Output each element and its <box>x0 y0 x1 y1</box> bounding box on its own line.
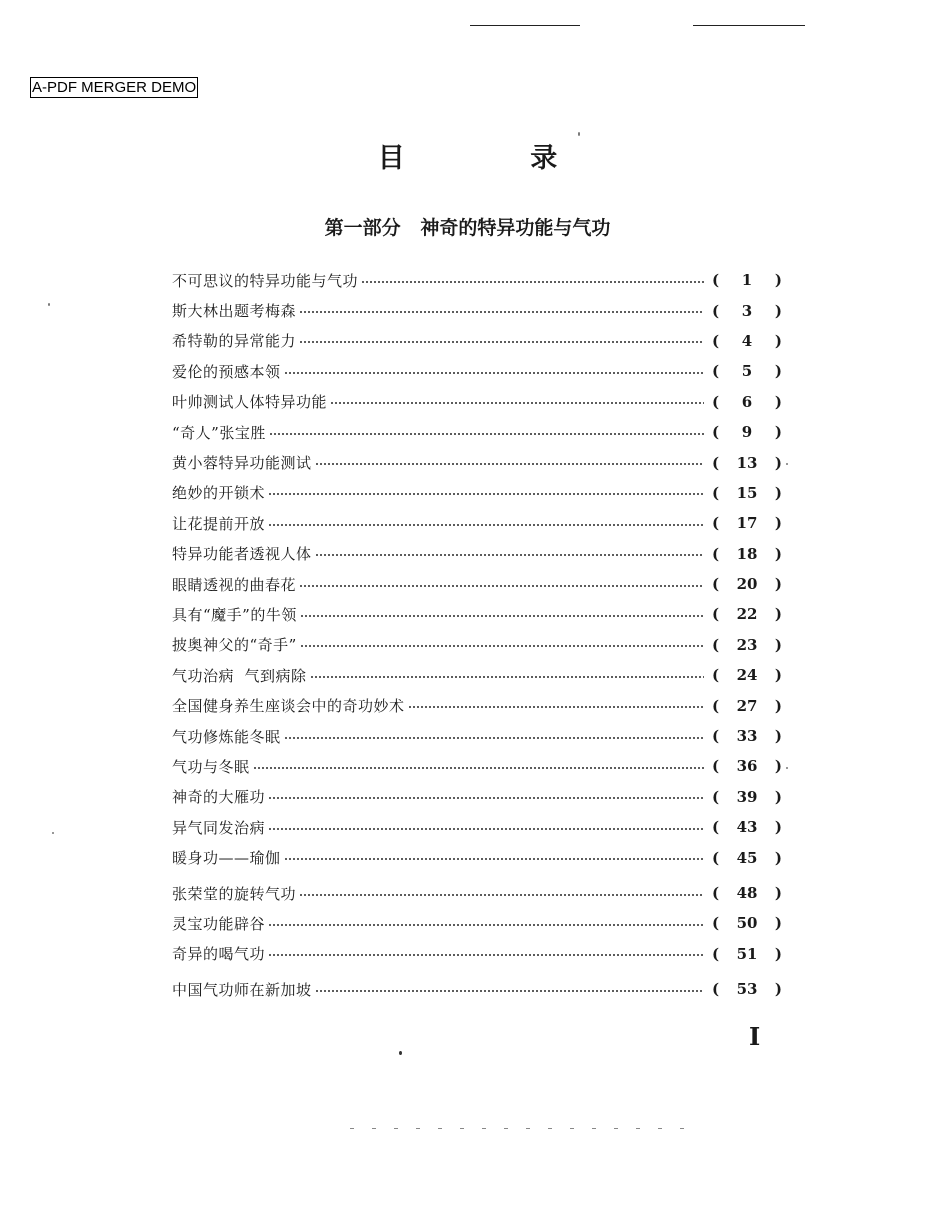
toc-entry-page: ( 45 ) <box>712 848 782 867</box>
scan-speck <box>48 303 50 306</box>
toc-entry <box>172 690 782 720</box>
scan-speck <box>399 1051 402 1055</box>
toc-leader-dots <box>284 372 704 374</box>
toc-entry-title: 让花提前开放 <box>172 514 266 533</box>
toc-page-number: 1 <box>741 271 753 290</box>
toc-entry-title: 气功修炼能冬眠 <box>172 727 281 746</box>
toc-page-number: 15 <box>736 483 758 502</box>
toc-entry <box>172 908 782 938</box>
toc-entry <box>172 295 782 325</box>
toc-page-number: 6 <box>741 392 753 411</box>
toc-page-number: 4 <box>741 331 753 350</box>
toc-entry-title: 绝妙的开锁术 <box>172 484 266 503</box>
toc-entry <box>172 599 782 629</box>
toc-leader-dots <box>315 990 704 992</box>
toc-page-number: 5 <box>741 362 753 381</box>
toc-entry-title: 中国气功师在新加坡 <box>172 980 312 999</box>
toc-entry-page: ( 53 ) <box>712 980 782 999</box>
toc-leader-dots <box>315 554 704 556</box>
toc-entry-title: 眼睛透视的曲春花 <box>172 575 297 594</box>
toc-leader-dots <box>268 924 704 926</box>
toc-page-number: 45 <box>736 848 758 867</box>
toc-entry <box>172 721 782 751</box>
toc-entry-page: ( 6 ) <box>712 392 782 411</box>
toc-leader-dots <box>408 706 704 708</box>
toc-entry-page: ( 15 ) <box>712 483 782 502</box>
toc-entry-page: ( 9 ) <box>712 423 782 442</box>
toc-leader-dots <box>330 402 704 404</box>
table-of-contents <box>172 265 782 1004</box>
toc-page-number: 24 <box>736 666 758 685</box>
toc-entry <box>172 417 782 447</box>
top-rule-right <box>693 25 805 26</box>
toc-entry <box>172 842 782 872</box>
toc-entry-title: 不可思议的特异功能与气功 <box>172 271 359 290</box>
toc-page-number: 22 <box>736 605 758 624</box>
toc-entry-title: 斯大林出题考梅森 <box>172 302 297 321</box>
toc-entry-page: ( 1 ) <box>712 271 782 290</box>
toc-leader-dots <box>300 615 704 617</box>
toc-entry <box>172 447 782 477</box>
toc-entry-title: 异气同发治病 <box>172 818 266 837</box>
toc-entry-page: ( 4 ) <box>712 331 782 350</box>
toc-entry-page: ( 36 ) <box>712 757 782 776</box>
toc-leader-dots <box>300 645 704 647</box>
toc-entry-title: 全国健身养生座谈会中的奇功妙术 <box>172 697 405 716</box>
toc-entry-title: 灵宝功能辟谷 <box>172 914 266 933</box>
toc-entry-title: 张荣堂的旋转气功 <box>172 884 297 903</box>
toc-entry-page: ( 50 ) <box>712 914 782 933</box>
toc-leader-dots <box>268 493 704 495</box>
toc-entry <box>172 660 782 690</box>
scan-speck <box>786 463 788 465</box>
toc-entry <box>172 939 782 969</box>
scan-noise <box>350 1128 686 1129</box>
toc-entry <box>172 878 782 908</box>
toc-page-number: 27 <box>736 696 758 715</box>
toc-entry-page: ( 18 ) <box>712 544 782 563</box>
page-number: I <box>749 1022 761 1051</box>
toc-entry-title: 希特勒的异常能力 <box>172 332 297 351</box>
toc-entry-title: 奇异的喝气功 <box>172 945 266 964</box>
toc-entry-title: 气功与冬眠 <box>172 757 250 776</box>
toc-page-number: 18 <box>736 544 758 563</box>
scan-speck <box>578 132 580 136</box>
toc-entry <box>172 478 782 508</box>
toc-entry <box>172 387 782 417</box>
toc-leader-dots <box>253 767 704 769</box>
toc-page-number: 13 <box>736 453 758 472</box>
toc-leader-dots <box>268 954 704 956</box>
toc-leader-dots <box>310 676 704 678</box>
toc-entry-page: ( 22 ) <box>712 605 782 624</box>
toc-entry <box>172 751 782 781</box>
toc-entry-page: ( 48 ) <box>712 884 782 902</box>
toc-entry-title: 特异功能者透视人体 <box>172 545 312 564</box>
toc-leader-dots <box>284 858 704 860</box>
toc-entry-title: 叶帅测试人体特异功能 <box>172 393 328 412</box>
toc-entry-page: ( 23 ) <box>712 635 782 654</box>
toc-entry-title: 神奇的大雁功 <box>172 788 266 807</box>
section-title: 第一部分 神奇的特异功能与气功 <box>324 217 611 239</box>
toc-entry <box>172 356 782 386</box>
toc-entry <box>172 782 782 812</box>
toc-page-number: 36 <box>736 757 758 776</box>
toc-page-number: 23 <box>736 635 758 654</box>
toc-entry-page: ( 27 ) <box>712 696 782 715</box>
toc-entry-title: 披奥神父的“奇手” <box>172 636 297 655</box>
toc-entry-page: ( 17 ) <box>712 514 782 533</box>
watermark-label: A-PDF MERGER DEMO <box>32 79 197 96</box>
toc-entry-page: ( 20 ) <box>712 575 782 594</box>
toc-page-number: 50 <box>736 914 758 933</box>
toc-leader-dots <box>269 433 704 435</box>
toc-entry <box>172 974 782 1004</box>
toc-leader-dots <box>361 281 704 283</box>
toc-page-number: 53 <box>736 980 758 999</box>
toc-leader-dots <box>315 463 704 465</box>
toc-entry <box>172 539 782 569</box>
toc-leader-dots <box>299 585 704 587</box>
toc-entry-title: 具有“魔手”的牛领 <box>172 605 297 624</box>
toc-page-number: 43 <box>736 818 758 837</box>
toc-entry <box>172 265 782 295</box>
toc-page-number: 48 <box>736 884 758 902</box>
toc-entry-page: ( 39 ) <box>712 787 782 806</box>
toc-leader-dots <box>268 828 704 830</box>
toc-entry-page: ( 24 ) <box>712 666 782 685</box>
toc-entry <box>172 630 782 660</box>
toc-entry <box>172 326 782 356</box>
toc-page-number: 17 <box>736 514 758 533</box>
toc-page-number: 51 <box>736 944 758 963</box>
toc-leader-dots <box>284 737 704 739</box>
scan-speck <box>786 767 788 769</box>
toc-entry-title: 爱伦的预感本领 <box>172 362 281 381</box>
toc-page-number: 20 <box>736 575 758 594</box>
toc-entry-page: ( 5 ) <box>712 362 782 381</box>
toc-entry-page: ( 33 ) <box>712 727 782 746</box>
toc-entry-title: 暖身功——瑜伽 <box>172 849 281 868</box>
toc-page-number: 39 <box>736 787 758 806</box>
toc-page-number: 3 <box>741 301 753 320</box>
toc-entry <box>172 508 782 538</box>
toc-entry-title: 气功治病 气到病除 <box>172 666 307 685</box>
page-title: 目 录 <box>377 143 616 174</box>
toc-entry <box>172 812 782 842</box>
toc-leader-dots <box>299 341 704 343</box>
toc-page-number: 9 <box>741 423 753 442</box>
toc-entry <box>172 569 782 599</box>
toc-entry-page: ( 43 ) <box>712 818 782 837</box>
toc-entry-page: ( 3 ) <box>712 301 782 320</box>
toc-entry-page: ( 13 ) <box>712 453 782 472</box>
toc-leader-dots <box>268 797 704 799</box>
top-rule-left <box>470 25 580 26</box>
toc-entry-title: “奇人”张宝胜 <box>172 423 266 442</box>
toc-page-number: 33 <box>736 727 758 746</box>
toc-leader-dots <box>299 311 704 313</box>
scan-speck <box>52 832 54 834</box>
toc-leader-dots <box>268 524 704 526</box>
toc-entry-title: 黄小蓉特异功能测试 <box>172 454 312 473</box>
toc-leader-dots <box>299 894 704 896</box>
toc-entry-page: ( 51 ) <box>712 944 782 963</box>
